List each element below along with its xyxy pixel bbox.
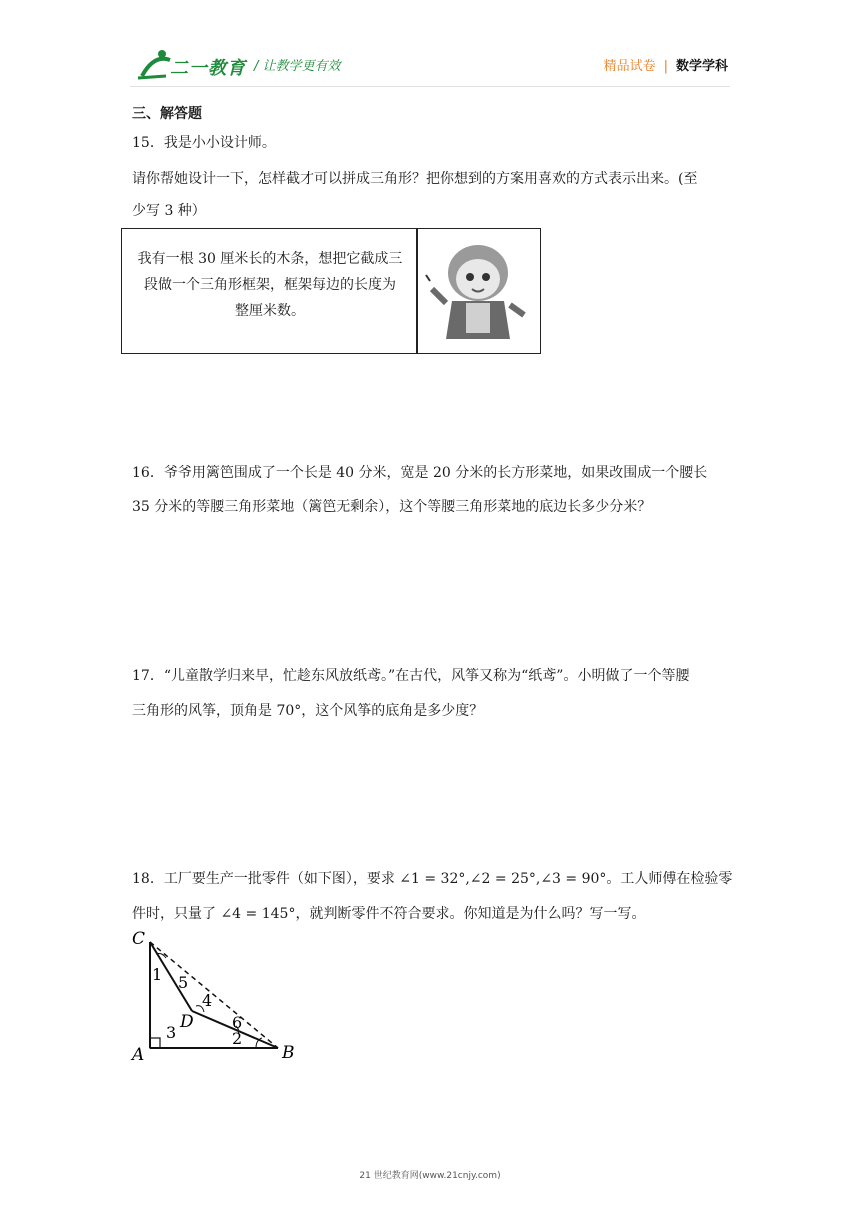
label-d: D	[180, 1012, 194, 1032]
q16-line1: 16．爷爷用篱笆围成了一个长是 40 分米，宽是 20 分米的长方形菜地，如果改围成一个腰长	[132, 465, 708, 481]
q18-line2: 件时，只量了 ∠4 = 145°，就判断零件不符合要求。你知道是为什么吗？写一写。	[132, 906, 646, 922]
q15-info-box	[121, 228, 541, 354]
paper-tag: 精品试卷	[603, 59, 656, 74]
triangle-figure	[128, 928, 308, 1068]
header-right	[604, 55, 728, 74]
brand-name: 二一教育	[170, 58, 246, 79]
label-angle-2: 2	[232, 1029, 243, 1048]
header-divider	[130, 86, 730, 87]
header-separator: |	[663, 59, 668, 74]
label-angle-1: 1	[152, 965, 163, 984]
right-angle-mark	[150, 1038, 160, 1048]
q15-box-line2: 段做一个三角形框架，框架每边的长度为	[144, 277, 396, 293]
q15-line2: 请你帮她设计一下，怎样截才可以拼成三角形？把你想到的方案用喜欢的方式表示出来。(至	[132, 171, 698, 187]
q16-line2: 35 分米的等腰三角形菜地（篱笆无剩余），这个等腰三角形菜地的底边长多少分米？	[132, 499, 652, 515]
q15-box-line1: 我有一根 30 厘米长的木条，想把它截成三	[137, 251, 403, 267]
label-b: B	[282, 1043, 295, 1063]
box-divider	[416, 229, 418, 353]
q17-line2: 三角形的风筝，顶角是 70°，这个风筝的底角是多少度？	[132, 703, 484, 719]
label-angle-4: 4	[202, 991, 213, 1010]
subject-label: 数学学科	[675, 59, 728, 74]
girl-illustration-icon	[424, 239, 532, 344]
label-angle-6: 6	[232, 1013, 243, 1032]
footer-source: 21 世纪教育网(www.21cnjy.com)	[359, 1171, 501, 1181]
label-c: C	[132, 929, 146, 949]
q15-line3: 少写 3 种）	[132, 203, 206, 219]
q15-box-text	[128, 246, 412, 324]
q18-line1: 18．工厂要生产一批零件（如下图），要求 ∠1 = 32°,∠2 = 25°,∠3 = 90°。工人师傅在检验零	[132, 871, 733, 887]
section-title: 三、解答题	[132, 106, 202, 122]
q15-line1: 15．我是小小设计师。	[132, 135, 276, 151]
label-angle-5: 5	[178, 973, 189, 992]
q17-line1: 17．“儿童散学归来早，忙趁东风放纸鸢。”在古代，风筝又称为“纸鸢”。小明做了一个等腰	[132, 668, 690, 684]
label-a: A	[132, 1045, 145, 1065]
label-angle-3: 3	[166, 1023, 177, 1042]
brand-slogan: / 让教学更有效	[254, 59, 341, 74]
q15-box-line3: 整厘米数。	[235, 303, 305, 319]
